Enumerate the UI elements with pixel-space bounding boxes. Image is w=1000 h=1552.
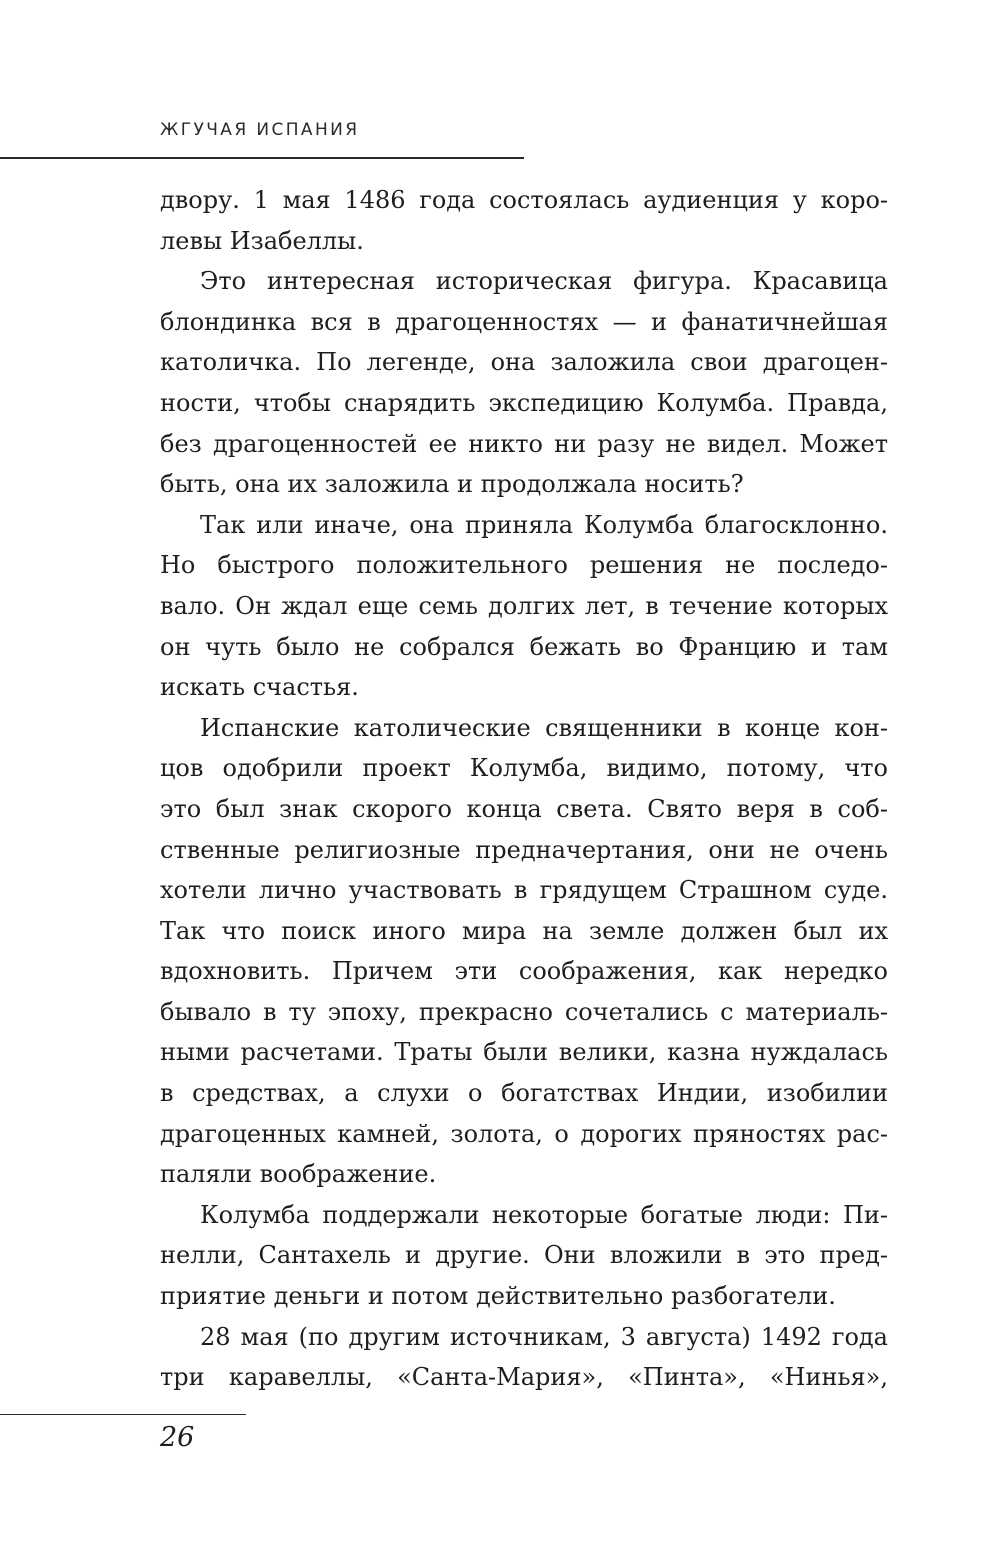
text-line: католичка. По легенде, она заложила свои драгоцен- xyxy=(160,348,888,377)
text-line: нелли, Сантахель и другие. Они вложили в это пред- xyxy=(160,1241,888,1270)
page-number: 26 xyxy=(160,1422,195,1453)
text-line: ными расчетами. Траты были велики, казна нуждалась xyxy=(160,1038,888,1067)
text-line: Испанские католические священники в конце кон- xyxy=(200,713,888,742)
text-line: драгоценных камней, золота, о дорогих пряностях рас- xyxy=(160,1119,888,1148)
running-head-title: ЖГУЧАЯ ИСПАНИЯ xyxy=(160,120,360,140)
text-line: блондинка вся в драгоценностях — и фанатичнейшая xyxy=(160,307,888,336)
text-line: приятие деньги и потом действительно разбогатели. xyxy=(160,1282,836,1311)
text-line: цов одобрили проект Колумба, видимо, потому, что xyxy=(160,754,888,783)
text-line: в средствах, а слухи о богатствах Индии, изобилии xyxy=(160,1079,888,1108)
text-line: бывало в ту эпоху, прекрасно сочетались с материаль- xyxy=(160,997,888,1026)
text-line: он чуть было не собрался бежать во Францию и там xyxy=(160,632,888,661)
text-line: Но быстрого положительного решения не последо- xyxy=(160,551,888,580)
text-line: вдохновить. Причем эти соображения, как нередко xyxy=(160,957,888,986)
text-line: вало. Он ждал еще семь долгих лет, в течение которых xyxy=(160,591,888,620)
text-line: искать счастья. xyxy=(160,673,359,702)
text-line: три каравеллы, «Санта-Мария», «Пинта», «Нинья», xyxy=(160,1363,888,1392)
text-line: Это интересная историческая фигура. Красавица xyxy=(200,267,888,296)
footer-divider xyxy=(0,1414,246,1415)
body-text xyxy=(160,180,888,1398)
text-line: хотели лично участвовать в грядущем Страшном суде. xyxy=(160,876,888,905)
text-line: паляли воображение. xyxy=(160,1160,437,1189)
text-line: Так что поиск иного мира на земле должен был их xyxy=(160,916,888,945)
text-line: ственные религиозные предначертания, они не очень xyxy=(160,835,888,864)
text-line: Так или иначе, она приняла Колумба благосклонно. xyxy=(200,510,888,539)
text-line: Колумба поддержали некоторые богатые люди: Пи- xyxy=(200,1200,888,1229)
text-line: быть, она их заложила и продолжала носить? xyxy=(160,470,744,499)
text-line: ности, чтобы снарядить экспедицию Колумба. Правда, xyxy=(160,388,888,417)
text-line: 28 мая (по другим источникам, 3 августа) 1492 года xyxy=(200,1322,888,1351)
text-line: это был знак скорого конца света. Свято веря в соб- xyxy=(160,794,888,823)
text-line: двору. 1 мая 1486 года состоялась аудиенция у коро- xyxy=(160,186,888,214)
text-line: левы Изабеллы. xyxy=(160,226,364,255)
header-divider xyxy=(0,157,524,159)
text-line: без драгоценностей ее никто ни разу не видел. Может xyxy=(160,429,888,458)
